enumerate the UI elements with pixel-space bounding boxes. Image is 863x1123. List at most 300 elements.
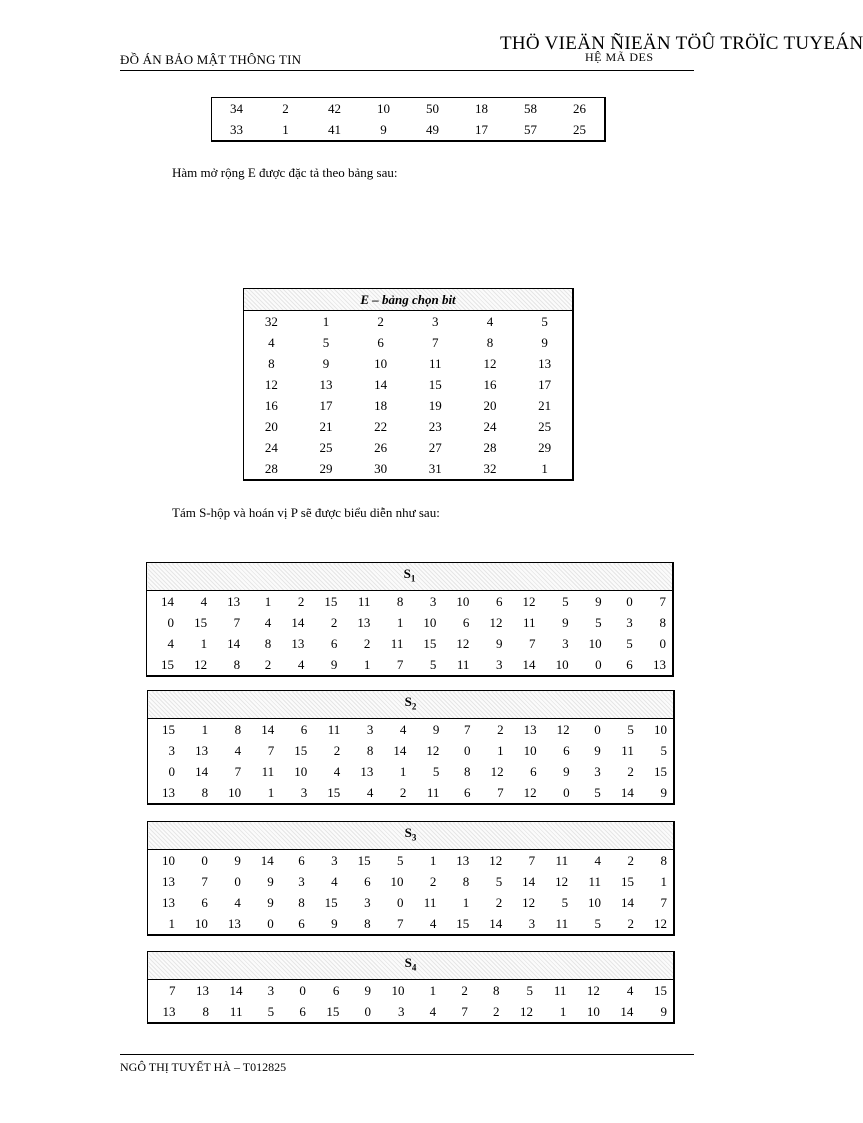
table-cell: 15 bbox=[194, 614, 208, 630]
table-cell: 30 bbox=[374, 461, 388, 476]
table-cell: 12 bbox=[556, 721, 570, 737]
table-cell: 29 bbox=[319, 461, 333, 476]
table-cell: 1 bbox=[541, 461, 548, 476]
table-cell: 12 bbox=[426, 742, 440, 758]
ip-permutation-table bbox=[211, 97, 606, 142]
table-cell: 8 bbox=[396, 593, 404, 609]
table-cell: 8 bbox=[486, 335, 494, 350]
table-cell: 32 bbox=[264, 314, 278, 329]
table-cell: 3 bbox=[364, 894, 371, 910]
table-cell: 3 bbox=[300, 784, 308, 800]
table-cell: 5 bbox=[429, 656, 437, 672]
table-cell: 13 bbox=[161, 873, 175, 889]
table-cell: 6 bbox=[298, 852, 305, 868]
table-cell: 4 bbox=[331, 873, 338, 889]
table-row bbox=[212, 98, 606, 120]
table-cell: 8 bbox=[493, 982, 500, 998]
table-row bbox=[148, 740, 675, 761]
table-cell: 6 bbox=[201, 894, 208, 910]
table-cell: 0 bbox=[659, 635, 666, 651]
sbox-caption-index: 2 bbox=[411, 701, 417, 712]
table-cell: 15 bbox=[326, 1003, 340, 1019]
table-cell: 21 bbox=[319, 419, 333, 434]
table-cell: 14 bbox=[195, 763, 209, 779]
table-cell: 3 bbox=[397, 1003, 405, 1019]
table-cell: 32 bbox=[483, 461, 497, 476]
table-cell: 12 bbox=[483, 356, 497, 371]
table-cell: 11 bbox=[390, 635, 404, 651]
table-cell: 16 bbox=[483, 377, 497, 392]
table-cell: 2 bbox=[264, 656, 272, 672]
table-cell: 7 bbox=[464, 721, 471, 737]
table-cell: 4 bbox=[429, 915, 437, 931]
table-cell: 7 bbox=[234, 763, 242, 779]
table-cell: 1 bbox=[282, 122, 289, 137]
table-cell: 6 bbox=[462, 614, 470, 630]
table-cell: 7 bbox=[659, 593, 666, 609]
table-cell: 9 bbox=[541, 335, 548, 350]
table-cell: 12 bbox=[522, 894, 536, 910]
sbox-4-table bbox=[147, 951, 675, 1024]
table-cell: 22 bbox=[374, 419, 388, 434]
table-row bbox=[244, 416, 574, 437]
table-cell: 7 bbox=[396, 656, 404, 672]
table-cell: 12 bbox=[489, 852, 503, 868]
table-cell: 14 bbox=[227, 635, 241, 651]
table-cell: 10 bbox=[523, 742, 537, 758]
table-cell: 11 bbox=[261, 763, 275, 779]
table-cell: 2 bbox=[363, 635, 371, 651]
table-cell: 15 bbox=[324, 593, 338, 609]
table-cell: 0 bbox=[595, 656, 602, 672]
table-cell: 1 bbox=[363, 656, 371, 672]
table-cell: 15 bbox=[327, 784, 341, 800]
table-cell: 8 bbox=[659, 614, 666, 630]
table-cell: 9 bbox=[364, 982, 371, 998]
table-cell: 13 bbox=[162, 784, 176, 800]
sbox-caption-label: S bbox=[404, 825, 412, 840]
table-cell: 7 bbox=[528, 852, 536, 868]
table-cell: 11 bbox=[522, 614, 536, 630]
table-cell: 17 bbox=[475, 122, 488, 137]
table-cell: 2 bbox=[461, 982, 468, 998]
table-cell: 6 bbox=[299, 1003, 306, 1019]
table-cell: 58 bbox=[524, 101, 537, 116]
table-cell: 0 bbox=[364, 1003, 371, 1019]
sbox-2-table bbox=[147, 690, 675, 805]
table-cell: 1 bbox=[396, 614, 404, 630]
table-cell: 5 bbox=[526, 982, 534, 998]
table-cell: 14 bbox=[260, 852, 274, 868]
table-cell: 4 bbox=[626, 982, 634, 998]
table-cell: 1 bbox=[462, 894, 470, 910]
table-cell: 17 bbox=[538, 377, 552, 392]
table-row bbox=[148, 871, 675, 892]
table-cell: 4 bbox=[268, 335, 275, 350]
table-cell: 2 bbox=[399, 784, 407, 800]
table-cell: 6 bbox=[332, 982, 340, 998]
table-cell: 11 bbox=[423, 894, 437, 910]
table-cell: 10 bbox=[588, 894, 602, 910]
table-cell: 12 bbox=[520, 1003, 534, 1019]
table-cell: 10 bbox=[374, 356, 388, 371]
table-cell: 12 bbox=[555, 873, 569, 889]
footer-rule bbox=[120, 1054, 694, 1055]
table-cell: 5 bbox=[322, 335, 330, 350]
table-row bbox=[148, 913, 675, 935]
table-cell: 11 bbox=[553, 982, 567, 998]
table-cell: 9 bbox=[595, 593, 602, 609]
table-cell: 6 bbox=[377, 335, 384, 350]
table-cell: 14 bbox=[620, 1003, 634, 1019]
table-cell: 15 bbox=[456, 915, 470, 931]
table-row bbox=[244, 437, 574, 458]
table-cell: 12 bbox=[489, 614, 503, 630]
table-row bbox=[148, 849, 675, 871]
table-cell: 11 bbox=[357, 593, 371, 609]
table-cell: 50 bbox=[426, 101, 439, 116]
table-cell: 5 bbox=[594, 784, 601, 800]
table-cell: 23 bbox=[428, 419, 442, 434]
table-row bbox=[148, 979, 675, 1001]
table-cell: 15 bbox=[161, 656, 175, 672]
table-cell: 26 bbox=[374, 440, 388, 455]
table-cell: 26 bbox=[573, 101, 586, 116]
table-cell: 12 bbox=[523, 784, 537, 800]
table-cell: 25 bbox=[538, 419, 552, 434]
table-cell: 9 bbox=[562, 614, 569, 630]
table-cell: 10 bbox=[228, 784, 242, 800]
table-cell: 7 bbox=[432, 335, 439, 350]
table-cell: 0 bbox=[397, 894, 404, 910]
table-cell: 5 bbox=[627, 721, 634, 737]
table-cell: 15 bbox=[620, 873, 634, 889]
table-cell: 3 bbox=[495, 656, 503, 672]
sbox-caption-label: S bbox=[404, 955, 412, 970]
table-cell: 10 bbox=[194, 915, 208, 931]
table-cell: 14 bbox=[291, 614, 305, 630]
table-cell: 8 bbox=[366, 742, 374, 758]
table-cell: 16 bbox=[264, 398, 278, 413]
table-cell: 13 bbox=[227, 593, 241, 609]
table-cell: 3 bbox=[331, 852, 338, 868]
sbox-caption bbox=[147, 563, 674, 591]
table-cell: 10 bbox=[377, 101, 390, 116]
table-cell: 14 bbox=[229, 982, 243, 998]
header-rule bbox=[120, 70, 694, 71]
table-cell: 49 bbox=[426, 122, 439, 137]
table-cell: 13 bbox=[195, 742, 209, 758]
table-cell: 13 bbox=[227, 915, 241, 931]
table-cell: 3 bbox=[626, 614, 633, 630]
table-cell: 1 bbox=[429, 982, 437, 998]
table-cell: 7 bbox=[201, 873, 208, 889]
table-cell: 7 bbox=[233, 614, 241, 630]
table-cell: 12 bbox=[522, 593, 536, 609]
e-bit-selection-table bbox=[243, 288, 574, 481]
table-cell: 5 bbox=[432, 763, 440, 779]
sbox-1-table bbox=[146, 562, 674, 677]
table-cell: 11 bbox=[588, 873, 602, 889]
table-cell: 1 bbox=[201, 721, 209, 737]
table-cell: 6 bbox=[563, 742, 570, 758]
header-left-title: ĐỒ ÁN BẢO MẬT THÔNG TIN bbox=[120, 52, 302, 67]
table-cell: 9 bbox=[322, 356, 330, 371]
table-cell: 0 bbox=[234, 873, 241, 889]
table-cell: 7 bbox=[267, 742, 275, 758]
table-cell: 9 bbox=[563, 763, 570, 779]
table-cell: 3 bbox=[562, 635, 569, 651]
table-cell: 3 bbox=[432, 314, 439, 329]
table-cell: 13 bbox=[523, 721, 537, 737]
table-cell: 4 bbox=[486, 314, 494, 329]
table-row bbox=[147, 654, 674, 676]
table-cell: 12 bbox=[490, 763, 504, 779]
table-cell: 1 bbox=[200, 635, 208, 651]
table-cell: 1 bbox=[264, 593, 272, 609]
table-cell: 10 bbox=[586, 1003, 600, 1019]
table-cell: 20 bbox=[264, 419, 278, 434]
table-cell: 13 bbox=[162, 1003, 176, 1019]
table-cell: 7 bbox=[660, 894, 667, 910]
table-cell: 8 bbox=[298, 894, 305, 910]
table-cell: 12 bbox=[456, 635, 470, 651]
sbox-caption-label: S bbox=[403, 566, 411, 581]
table-cell: 2 bbox=[627, 915, 634, 931]
table-cell: 5 bbox=[541, 314, 548, 329]
table-cell: 18 bbox=[475, 101, 488, 116]
table-cell: 1 bbox=[497, 742, 504, 758]
expansion-paragraph: Hàm mở rộng E được đặc tả theo bảng sau: bbox=[172, 165, 398, 180]
table-row bbox=[147, 633, 674, 654]
table-cell: 0 bbox=[464, 742, 471, 758]
table-cell: 1 bbox=[322, 314, 330, 329]
table-cell: 0 bbox=[299, 982, 306, 998]
table-cell: 10 bbox=[294, 763, 308, 779]
table-cell: 8 bbox=[464, 763, 471, 779]
table-cell: 11 bbox=[621, 742, 634, 758]
table-cell: 9 bbox=[267, 894, 274, 910]
table-cell: 15 bbox=[428, 377, 442, 392]
table-cell: 2 bbox=[493, 1003, 500, 1019]
table-cell: 5 bbox=[267, 1003, 275, 1019]
table-cell: 1 bbox=[660, 873, 667, 889]
table-cell: 6 bbox=[298, 915, 305, 931]
table-cell: 15 bbox=[294, 742, 308, 758]
table-cell: 12 bbox=[264, 377, 278, 392]
table-cell: 1 bbox=[168, 915, 175, 931]
table-cell: 9 bbox=[495, 635, 503, 651]
table-cell: 0 bbox=[201, 852, 208, 868]
table-cell: 14 bbox=[374, 377, 388, 392]
table-cell: 28 bbox=[264, 461, 278, 476]
table-cell: 4 bbox=[429, 1003, 437, 1019]
table-cell: 2 bbox=[497, 721, 504, 737]
table-cell: 31 bbox=[428, 461, 442, 476]
table-cell: 5 bbox=[397, 852, 404, 868]
table-cell: 15 bbox=[324, 894, 338, 910]
table-cell: 6 bbox=[300, 721, 308, 737]
sbox-paragraph: Tám S-hộp và hoán vị P sẽ được biểu diễn như sau: bbox=[172, 505, 440, 520]
table-cell: 25 bbox=[319, 440, 333, 455]
table-cell: 4 bbox=[167, 635, 175, 651]
table-row bbox=[148, 761, 675, 782]
sbox-caption-label: S bbox=[404, 694, 412, 709]
table-cell: 1 bbox=[559, 1003, 567, 1019]
table-cell: 5 bbox=[495, 873, 503, 889]
table-cell: 14 bbox=[161, 593, 175, 609]
table-cell: 9 bbox=[660, 1003, 667, 1019]
table-cell: 10 bbox=[456, 593, 470, 609]
table-cell: 29 bbox=[538, 440, 552, 455]
table-cell: 3 bbox=[267, 982, 275, 998]
table-cell: 6 bbox=[364, 873, 371, 889]
table-cell: 1 bbox=[399, 763, 407, 779]
table-cell: 10 bbox=[423, 614, 437, 630]
table-cell: 21 bbox=[538, 398, 552, 413]
table-cell: 13 bbox=[161, 894, 175, 910]
table-cell: 33 bbox=[230, 122, 243, 137]
table-cell: 14 bbox=[489, 915, 503, 931]
table-cell: 2 bbox=[627, 763, 634, 779]
table-cell: 4 bbox=[234, 742, 242, 758]
table-cell: 0 bbox=[167, 614, 175, 630]
table-cell: 5 bbox=[660, 742, 667, 758]
table-cell: 2 bbox=[333, 742, 341, 758]
table-row bbox=[212, 119, 606, 141]
table-cell: 11 bbox=[555, 852, 569, 868]
table-cell: 5 bbox=[626, 635, 633, 651]
table-cell: 0 bbox=[594, 721, 601, 737]
table-cell: 13 bbox=[360, 763, 374, 779]
sbox-caption bbox=[148, 952, 675, 980]
table-cell: 0 bbox=[267, 915, 274, 931]
sbox-caption-index: 4 bbox=[411, 962, 417, 973]
table-cell: 6 bbox=[530, 763, 537, 779]
table-cell: 15 bbox=[654, 982, 667, 998]
table-cell: 11 bbox=[327, 721, 341, 737]
table-cell: 15 bbox=[423, 635, 437, 651]
table-row bbox=[244, 311, 574, 333]
table-cell: 5 bbox=[595, 614, 602, 630]
table-cell: 2 bbox=[495, 894, 503, 910]
table-cell: 12 bbox=[194, 656, 208, 672]
table-cell: 27 bbox=[428, 440, 442, 455]
table-cell: 6 bbox=[495, 593, 503, 609]
table-cell: 19 bbox=[428, 398, 442, 413]
table-cell: 4 bbox=[264, 614, 272, 630]
table-cell: 3 bbox=[298, 873, 305, 889]
table-cell: 5 bbox=[594, 915, 602, 931]
e-table-caption: E – bảng chọn bit bbox=[244, 289, 574, 311]
table-cell: 14 bbox=[522, 656, 536, 672]
table-cell: 1 bbox=[267, 784, 275, 800]
sbox-caption bbox=[148, 691, 675, 719]
footer-author: NGÔ THỊ TUYẾT HÀ – T012825 bbox=[120, 1060, 287, 1074]
table-cell: 13 bbox=[456, 852, 470, 868]
table-row bbox=[148, 782, 675, 804]
table-cell: 2 bbox=[282, 101, 289, 116]
table-cell: 15 bbox=[162, 721, 176, 737]
table-cell: 7 bbox=[497, 784, 504, 800]
table-row bbox=[148, 718, 675, 740]
table-cell: 11 bbox=[456, 656, 470, 672]
table-cell: 8 bbox=[364, 915, 371, 931]
sbox-caption bbox=[148, 822, 675, 850]
table-cell: 14 bbox=[261, 721, 275, 737]
sbox-caption-index: 1 bbox=[410, 573, 416, 584]
table-cell: 4 bbox=[399, 721, 407, 737]
table-cell: 0 bbox=[563, 784, 570, 800]
table-row bbox=[147, 612, 674, 633]
table-cell: 3 bbox=[594, 763, 601, 779]
table-cell: 10 bbox=[390, 873, 404, 889]
table-cell: 9 bbox=[660, 784, 667, 800]
table-cell: 10 bbox=[391, 982, 405, 998]
table-cell: 14 bbox=[393, 742, 407, 758]
table-cell: 42 bbox=[328, 101, 341, 116]
table-cell: 9 bbox=[432, 721, 440, 737]
table-cell: 14 bbox=[620, 894, 634, 910]
table-cell: 14 bbox=[620, 784, 634, 800]
table-cell: 2 bbox=[429, 873, 437, 889]
table-cell: 14 bbox=[522, 873, 536, 889]
table-cell: 13 bbox=[195, 982, 209, 998]
table-cell: 11 bbox=[555, 915, 569, 931]
table-row bbox=[148, 1001, 675, 1023]
table-cell: 10 bbox=[161, 852, 175, 868]
table-cell: 12 bbox=[654, 915, 667, 931]
table-cell: 0 bbox=[168, 763, 176, 779]
table-cell: 24 bbox=[483, 419, 497, 434]
sbox-caption-index: 3 bbox=[411, 832, 417, 843]
table-cell: 57 bbox=[524, 122, 537, 137]
table-cell: 8 bbox=[660, 852, 667, 868]
table-cell: 8 bbox=[264, 635, 272, 651]
table-cell: 11 bbox=[429, 356, 442, 371]
table-cell: 7 bbox=[529, 635, 536, 651]
table-cell: 2 bbox=[330, 614, 338, 630]
table-cell: 13 bbox=[653, 656, 666, 672]
table-row bbox=[244, 395, 574, 416]
table-cell: 8 bbox=[233, 656, 241, 672]
table-cell: 8 bbox=[234, 721, 242, 737]
table-cell: 3 bbox=[528, 915, 536, 931]
table-cell: 6 bbox=[464, 784, 471, 800]
table-cell: 2 bbox=[377, 314, 384, 329]
table-row bbox=[244, 374, 574, 395]
table-cell: 13 bbox=[319, 377, 333, 392]
table-cell: 18 bbox=[374, 398, 388, 413]
table-cell: 10 bbox=[588, 635, 602, 651]
table-cell: 17 bbox=[319, 398, 333, 413]
table-cell: 15 bbox=[654, 763, 667, 779]
sbox-3-table bbox=[147, 821, 675, 936]
table-cell: 6 bbox=[626, 656, 633, 672]
table-cell: 4 bbox=[333, 763, 341, 779]
table-row bbox=[244, 458, 574, 480]
table-cell: 8 bbox=[201, 784, 209, 800]
table-row bbox=[244, 332, 574, 353]
table-row bbox=[147, 590, 674, 612]
table-cell: 41 bbox=[328, 122, 341, 137]
table-cell: 8 bbox=[462, 873, 470, 889]
table-cell: 13 bbox=[291, 635, 305, 651]
table-cell: 4 bbox=[200, 593, 208, 609]
table-cell: 2 bbox=[627, 852, 634, 868]
table-cell: 8 bbox=[202, 1003, 209, 1019]
table-cell: 9 bbox=[594, 742, 601, 758]
